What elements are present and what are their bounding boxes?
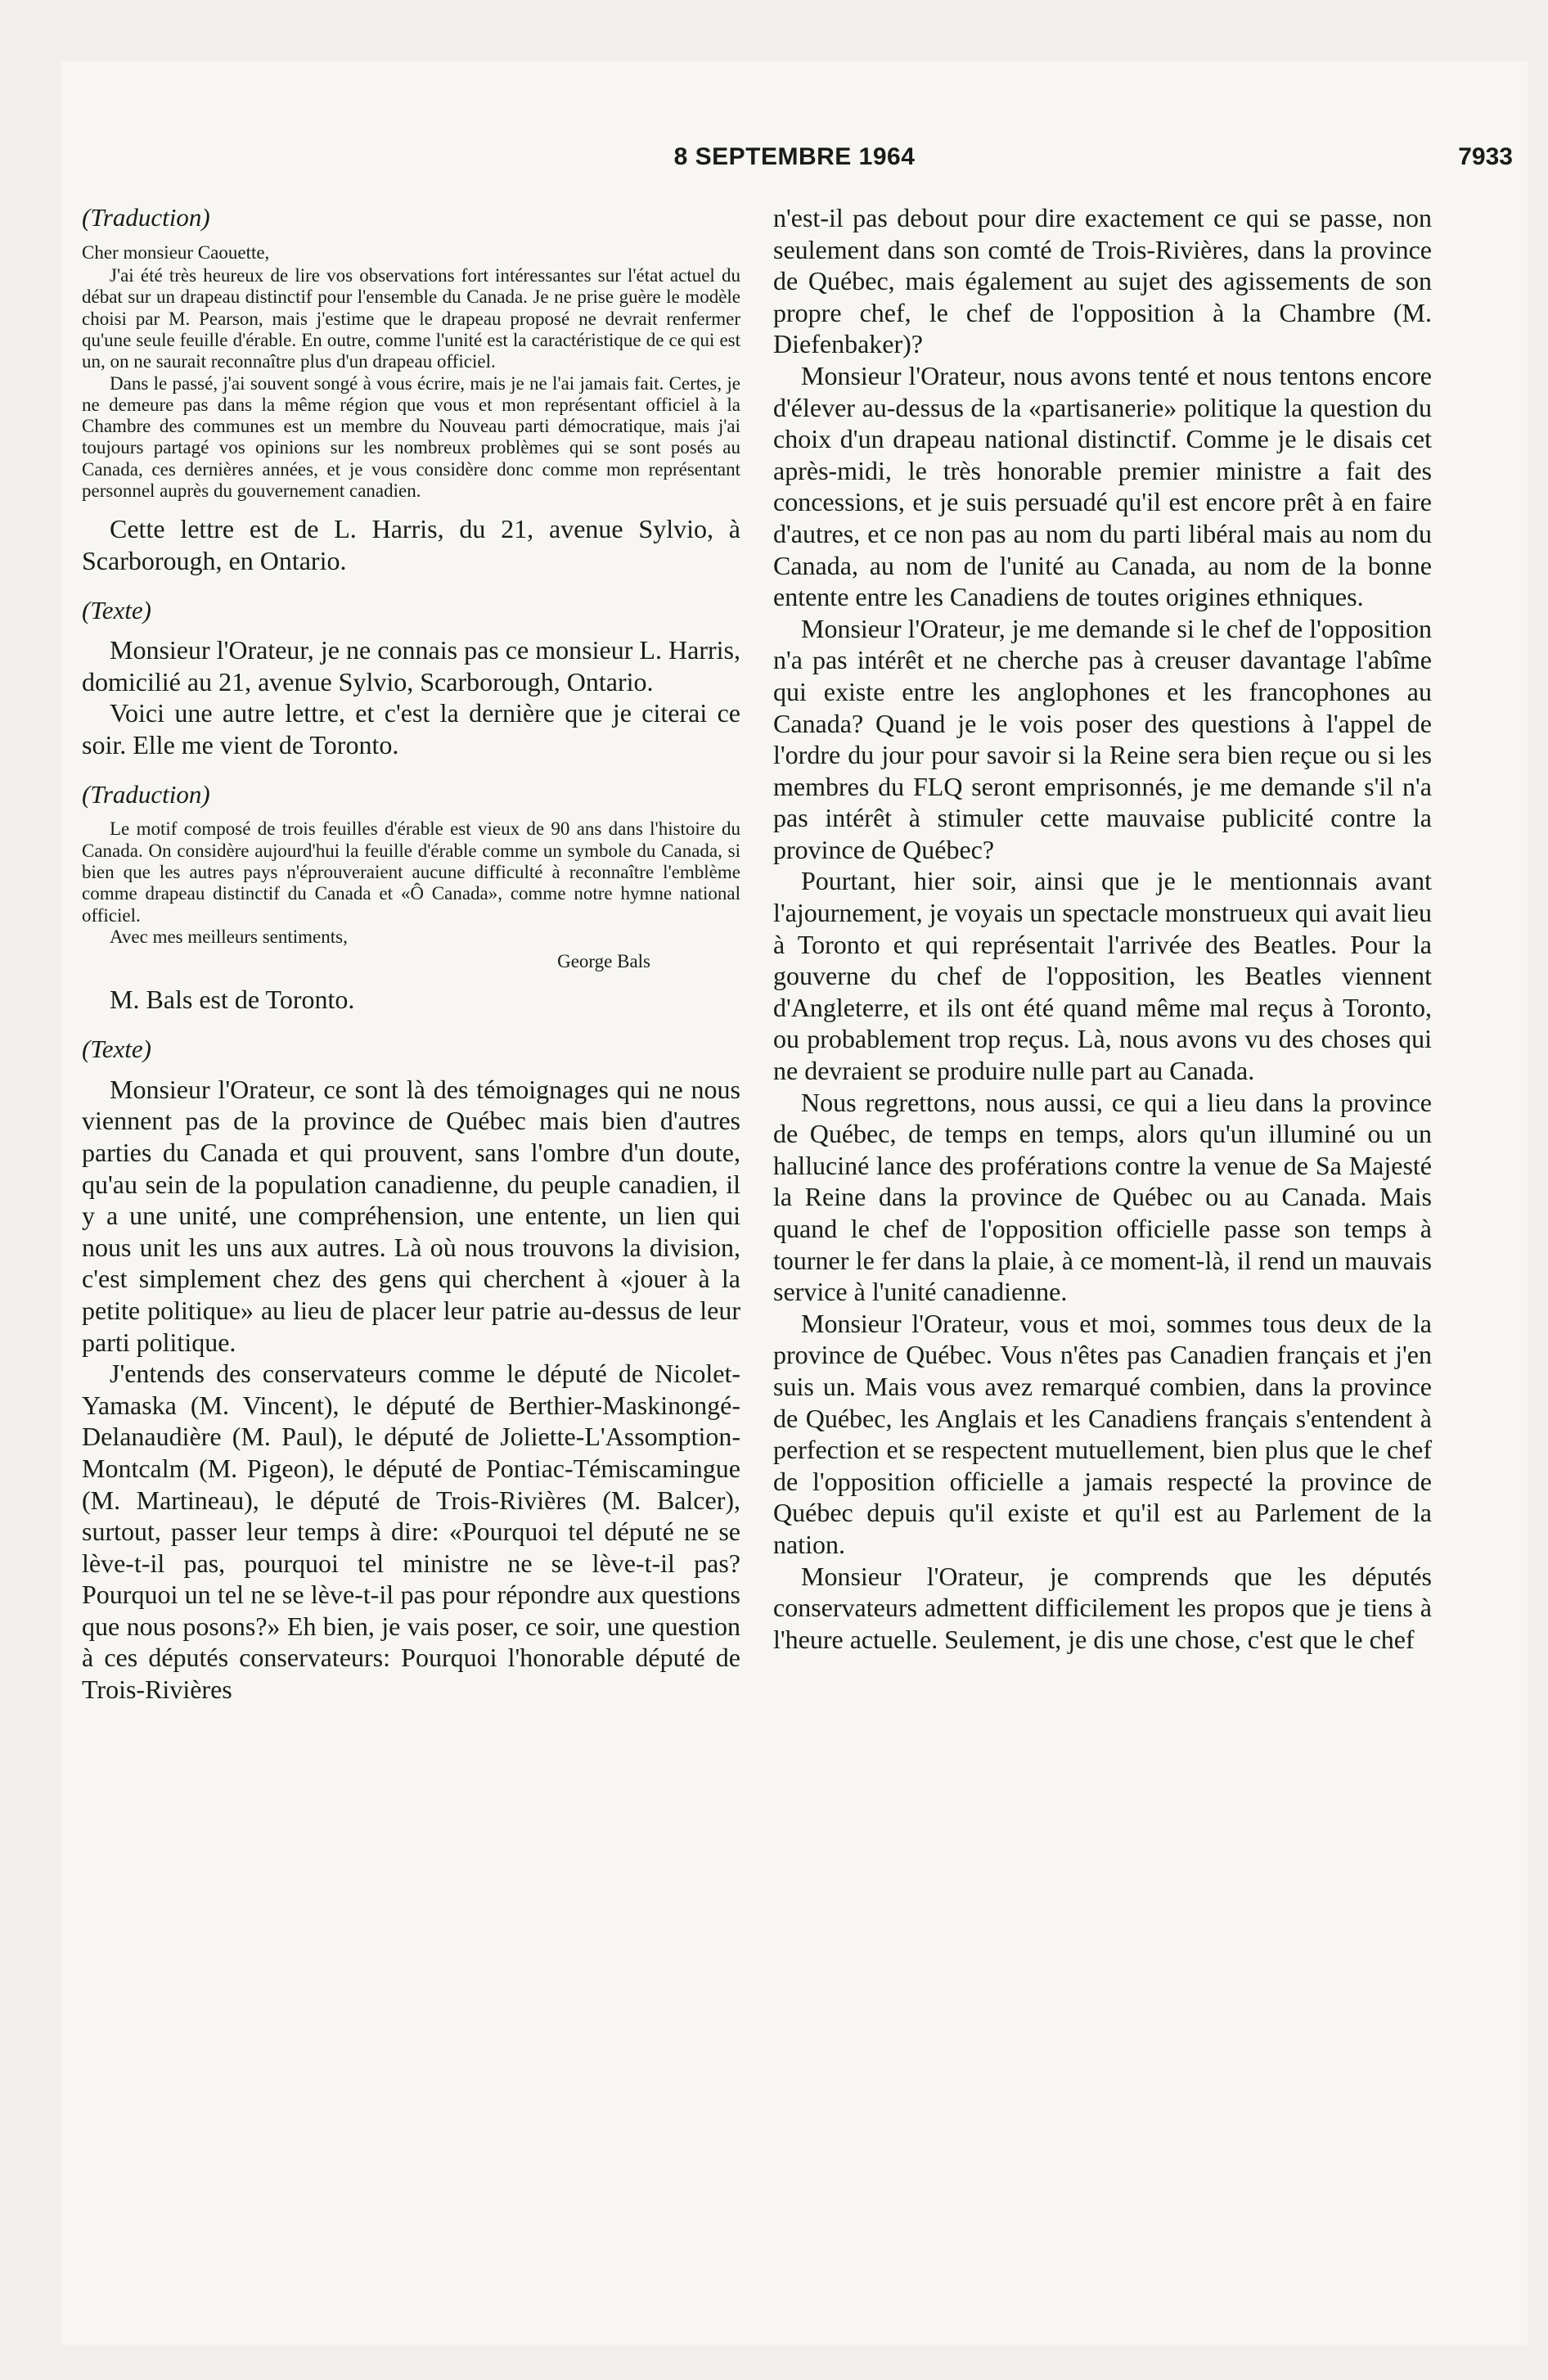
section-label-texte: (Texte) (82, 1034, 151, 1064)
body-paragraph: Cette lettre est de L. Harris, du 21, avenue Sylvio, à Scarborough, en Ontario. (82, 514, 740, 575)
body-paragraph: Nous regrettons, nous aussi, ce qui a lieu dans la province de Québec, de temps en temps, alors qu'un illuminé ou un halluciné lance des proférations contre la venue de Sa Majesté la Reine dans la province de Québec ou au Canada. Mais quand le chef de l'opposition officielle passe son temps à tourner le fer dans la plaie, à ce moment-là, il rend un mauvais service à l'unité canadienne. (773, 1087, 1432, 1307)
page-header (61, 143, 1528, 192)
letter-salutation: Cher monsieur Caouette, (82, 241, 270, 263)
page-number: 7933 (1458, 143, 1513, 170)
section-label-traduction: (Traduction) (82, 203, 210, 232)
document-page (61, 61, 1528, 2345)
header-date: 8 SEPTEMBRE 1964 (673, 143, 916, 170)
section-label-traduction: (Traduction) (82, 779, 210, 809)
letter-paragraph: Dans le passé, j'ai souvent songé à vous écrire, mais je ne l'ai jamais fait. Certes, je ne demeure pas dans la même région que vous et mon représentant officiel à la Chambre des communes est un membre du Nouveau parti démocratique, mais j'ai toujours partagé vos opinions sur les nombreux problèmes qui se sont posés au Canada, ces dernières années, et je vous considère donc comme mon représentant personnel auprès du gouvernement canadien. (82, 372, 740, 502)
body-paragraph: n'est-il pas debout pour dire exactement ce qui se passe, non seulement dans son comté de Trois-Rivières, dans la province de Québec, mais également au sujet des agissements de son propre chef, le chef de l'opposition à la Chambre (M. Diefenbaker)? (773, 203, 1432, 359)
right-column (773, 202, 1432, 1655)
body-paragraph: Monsieur l'Orateur, je me demande si le chef de l'opposition n'a pas intérêt et ne cherche pas à creuser davantage l'abîme qui existe entre les anglophones et les francophones au Canada? Quand je le vois poser des questions à l'appel de l'ordre du jour pour savoir si la Reine sera bien reçue ou si les membres du FLQ seront emprisonnés, je me demande s'il n'a pas intérêt à stimuler cette mauvaise publicité contre la province de Québec? (773, 613, 1432, 864)
body-paragraph: Monsieur l'Orateur, vous et moi, sommes tous deux de la province de Québec. Vous n'êtes pas Canadien français et j'en suis un. Mais vous avez remarqué combien, dans la province de Québec, les Anglais et les Canadiens français s'entendent à perfection et se respectent mutuellement, bien plus que le chef de l'opposition officielle a jamais respecté la province de Québec depuis qu'il existe et qu'il est au Parlement de la nation. (773, 1308, 1432, 1559)
letter-paragraph: J'ai été très heureux de lire vos observations fort intéressantes sur l'état actuel du débat sur un drapeau distinctif pour l'ensemble du Canada. Je ne prise guère le modèle choisi par M. Pearson, mais j'estime que le drapeau proposé ne devrait renfermer qu'une seule feuille d'érable. En outre, comme l'unité est la caractéristique de ce qui est un, on ne saurait reconnaître plus d'un drapeau officiel. (82, 265, 740, 372)
body-paragraph: Voici une autre lettre, et c'est la dernière que je citerai ce soir. Elle me vient de Toronto. (82, 698, 740, 760)
body-paragraph: Monsieur l'Orateur, je comprends que les députés conservateurs admettent difficilement les propos que je tiens à l'heure actuelle. Seulement, je dis une chose, c'est que le chef (773, 1561, 1432, 1654)
body-paragraph: M. Bals est de Toronto. (110, 985, 355, 1015)
body-paragraph: Monsieur l'Orateur, ce sont là des témoignages qui ne nous viennent pas de la province de Québec mais bien d'autres parties du Canada et qui prouvent, sans l'ombre d'un doute, qu'au sein de la population canadienne, du peuple canadien, il y a une unité, une compréhension, une entente, un lien qui nous unit les uns aux autres. Là où nous trouvons la division, c'est simplement chez des gens qui cherchent à «jouer à la petite politique» au lieu de placer leur patrie au-dessus de leur parti politique. (82, 1074, 740, 1357)
left-column (82, 202, 740, 1706)
body-paragraph: Monsieur l'Orateur, je ne connais pas ce monsieur L. Harris, domicilié au 21, avenue Sylvio, Scarborough, Ontario. (82, 635, 740, 696)
letter-paragraph: Le motif composé de trois feuilles d'érable est vieux de 90 ans dans l'histoire du Canada. On considère aujourd'hui la feuille d'érable comme un symbole du Canada, si bien que les autres pays n'éprouveraient aucune difficulté à reconnaître l'emblème comme drapeau distinctif du Canada et «Ô Canada», comme notre hymne national officiel. (82, 818, 740, 926)
letter-signature: George Bals (557, 951, 650, 972)
body-paragraph: Pourtant, hier soir, ainsi que je le mentionnais avant l'ajournement, je voyais un spectacle monstrueux qui avait lieu à Toronto et qui représentait l'arrivée des Beatles. Pour la gouverne du chef de l'opposition, les Beatles viennent d'Angleterre, et ils ont été quand même mal reçus à Toronto, ou probablement trop reçus. Là, nous avons vu des choses qui ne devraient se produire nulle part au Canada. (773, 866, 1432, 1086)
body-paragraph: J'entends des conservateurs comme le député de Nicolet-Yamaska (M. Vincent), le député de Berthier-Maskinongé-Delanaudière (M. Paul), le député de Joliette-L'Assomption-Montcalm (M. Pigeon), le député de Pontiac-Témiscamingue (M. Martineau), le député de Trois-Rivières (M. Balcer), surtout, passer leur temps à dire: «Pourquoi tel député ne se lève-t-il pas, pourquoi tel ministre ne se lève-t-il pas? Pourquoi un tel ne se lève-t-il pas pour répondre aux questions que nous posons?» Eh bien, je vais poser, ce soir, une question à ces députés conservateurs: Pourquoi l'honorable député de Trois-Rivières (82, 1359, 740, 1705)
section-label-texte: (Texte) (82, 595, 151, 624)
letter-closing: Avec mes meilleurs sentiments, (110, 926, 348, 947)
body-paragraph: Monsieur l'Orateur, nous avons tenté et nous tentons encore d'élever au-dessus de la «partisanerie» politique la question du choix d'un drapeau national distinctif. Comme je le disais cet après-midi, le très honorable premier ministre a fait des concessions, et je suis persuadé qu'il est encore prêt à en faire d'autres, et ce non pas au nom du parti libéral mais au nom du Canada, au nom de l'unité au Canada, au nom de la bonne entente entre les Canadiens de toutes origines ethniques. (773, 360, 1432, 612)
